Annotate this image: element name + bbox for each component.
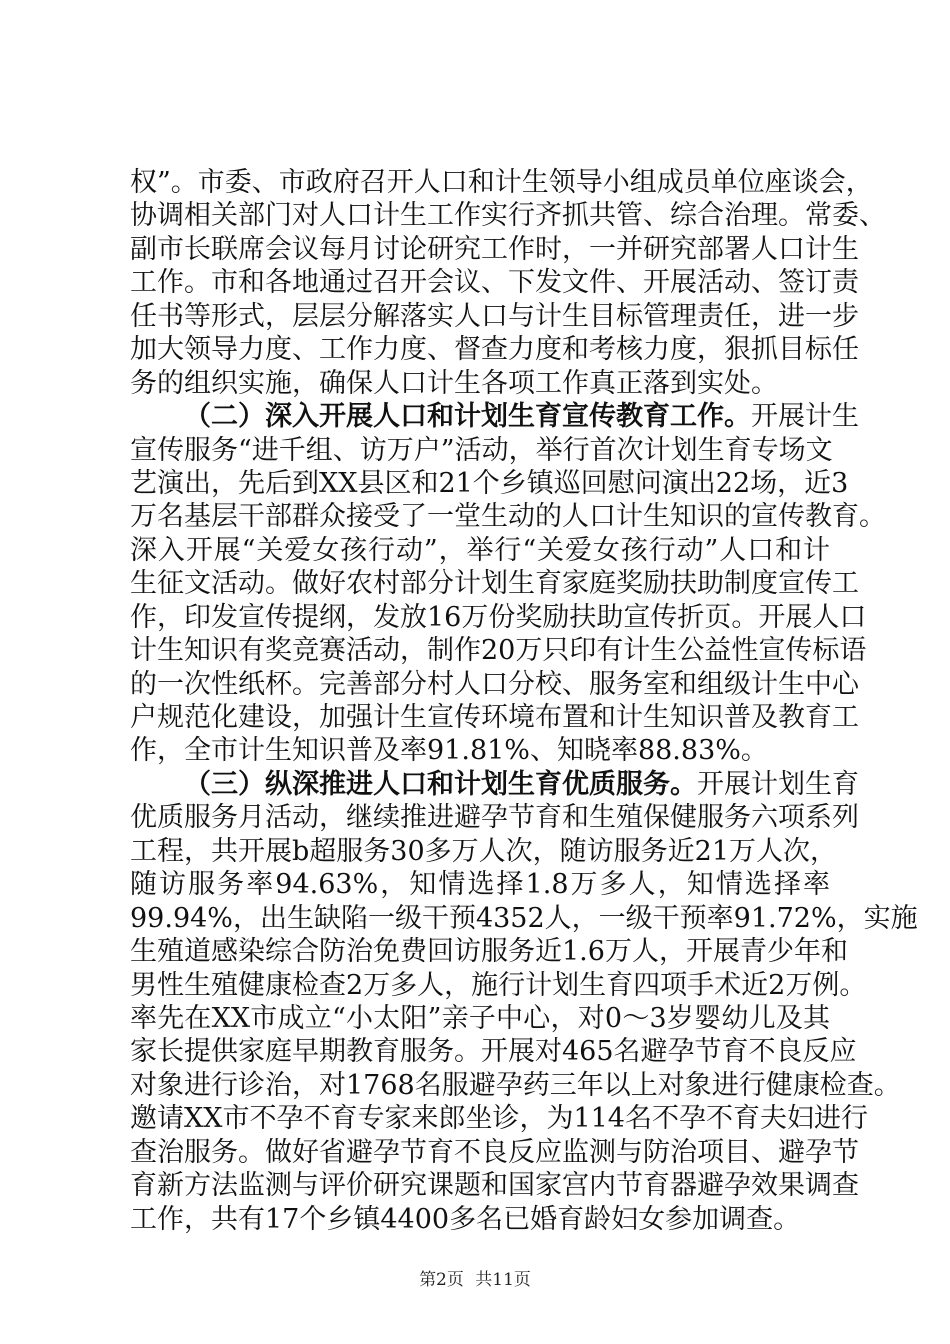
text-line: 计生知识有奖竞赛活动，制作20万只印有计生公益性宣传标语 xyxy=(130,635,867,667)
text-line: 查治服务。做好省避孕节育不良反应监测与防治项目、避孕节 xyxy=(130,1136,859,1168)
text-line: 工程，共开展b超服务30多万人次，随访服务近21万人次， xyxy=(130,835,837,867)
text-line: 对象进行诊治，对1768名服避孕药三年以上对象进行健康检查。 xyxy=(130,1069,901,1101)
text-line: 副市长联席会议每月讨论研究工作时，一并研究部署人口计生 xyxy=(130,233,859,265)
text-line: 艺演出，先后到XX县区和21个乡镇巡回慰问演出22场，近3 xyxy=(130,467,849,499)
text-line: 生征文活动。做好农村部分计划生育家庭奖励扶助制度宣传工 xyxy=(130,568,859,600)
text-line: 作，全市计生知识普及率91.81%、知晓率88.83%。 xyxy=(130,735,768,767)
page-footer xyxy=(0,1268,950,1292)
text-line: 万名基层干部群众接受了一堂生动的人口计生知识的宣传教育。 xyxy=(130,501,886,533)
text-run: 开展计划生育 xyxy=(697,768,859,800)
text-line: 户规范化建设，加强计生宣传环境布置和计生知识普及教育工 xyxy=(130,702,859,733)
text-line: 生殖道感染综合防治免费回访服务近1.6万人，开展青少年和 xyxy=(130,936,848,968)
text-line: 权”。市委、市政府召开人口和计生领导小组成员单位座谈会， xyxy=(130,167,873,198)
text-line: 宣传服务“进千组、访万户”活动，举行首次计划生育专场文 xyxy=(130,434,833,466)
text-line xyxy=(130,400,859,433)
text-line: 务的组织实施，确保人口计生各项工作真正落到实处。 xyxy=(130,367,778,399)
text-line: 随访服务率94.63%，知情选择1.8万多人，知情选择率 xyxy=(130,869,830,901)
text-line: 男性生殖健康检查2万多人，施行计划生育四项手术近2万例。 xyxy=(130,969,867,1001)
text-line: 家长提供家庭早期教育服务。开展对465名避孕节育不良反应 xyxy=(130,1036,857,1068)
text-line: 作，印发宣传提纲，发放16万份奖励扶助宣传折页。开展人口 xyxy=(130,601,867,633)
text-line: 邀请XX市不孕不育专家来郎坐诊，为114名不孕不育夫妇进行 xyxy=(130,1103,868,1135)
section-heading: （三）纵深推进人口和计划生育优质服务。 xyxy=(184,768,697,800)
section-heading: （二）深入开展人口和计划生育宣传教育工作。 xyxy=(184,401,751,433)
text-run: 开展计生 xyxy=(751,401,859,433)
page-total: 共11页 xyxy=(475,1270,531,1290)
text-line: 工作，共有17个乡镇4400多名已婚育龄妇女参加调查。 xyxy=(130,1203,801,1235)
text-line: 育新方法监测与评价研究课题和国家宫内节育器避孕效果调查 xyxy=(130,1170,859,1202)
text-line: 优质服务月活动，继续推进避孕节育和生殖保健服务六项系列 xyxy=(130,802,859,834)
text-line xyxy=(130,768,859,801)
page-number: 第2页 xyxy=(419,1270,464,1290)
text-line: 率先在XX市成立“小太阳”亲子中心，对0～3岁婴幼儿及其 xyxy=(130,1002,830,1034)
text-line: 协调相关部门对人口计生工作实行齐抓共管、综合治理。常委、 xyxy=(130,200,886,232)
text-line: 加大领导力度、工作力度、督查力度和考核力度，狠抓目标任 xyxy=(130,334,859,366)
text-line: 工作。市和各地通过召开会议、下发文件、开展活动、签订责 xyxy=(130,267,859,299)
text-line: 任书等形式，层层分解落实人口与计生目标管理责任，进一步 xyxy=(130,300,859,332)
text-line: 99.94%，出生缺陷一级干预4352人，一级干预率91.72%，实施 xyxy=(130,902,918,934)
text-line: 的一次性纸杯。完善部分村人口分校、服务室和组级计生中心 xyxy=(130,668,859,700)
text-line: 深入开展“关爱女孩行动”，举行“关爱女孩行动”人口和计 xyxy=(130,534,830,566)
